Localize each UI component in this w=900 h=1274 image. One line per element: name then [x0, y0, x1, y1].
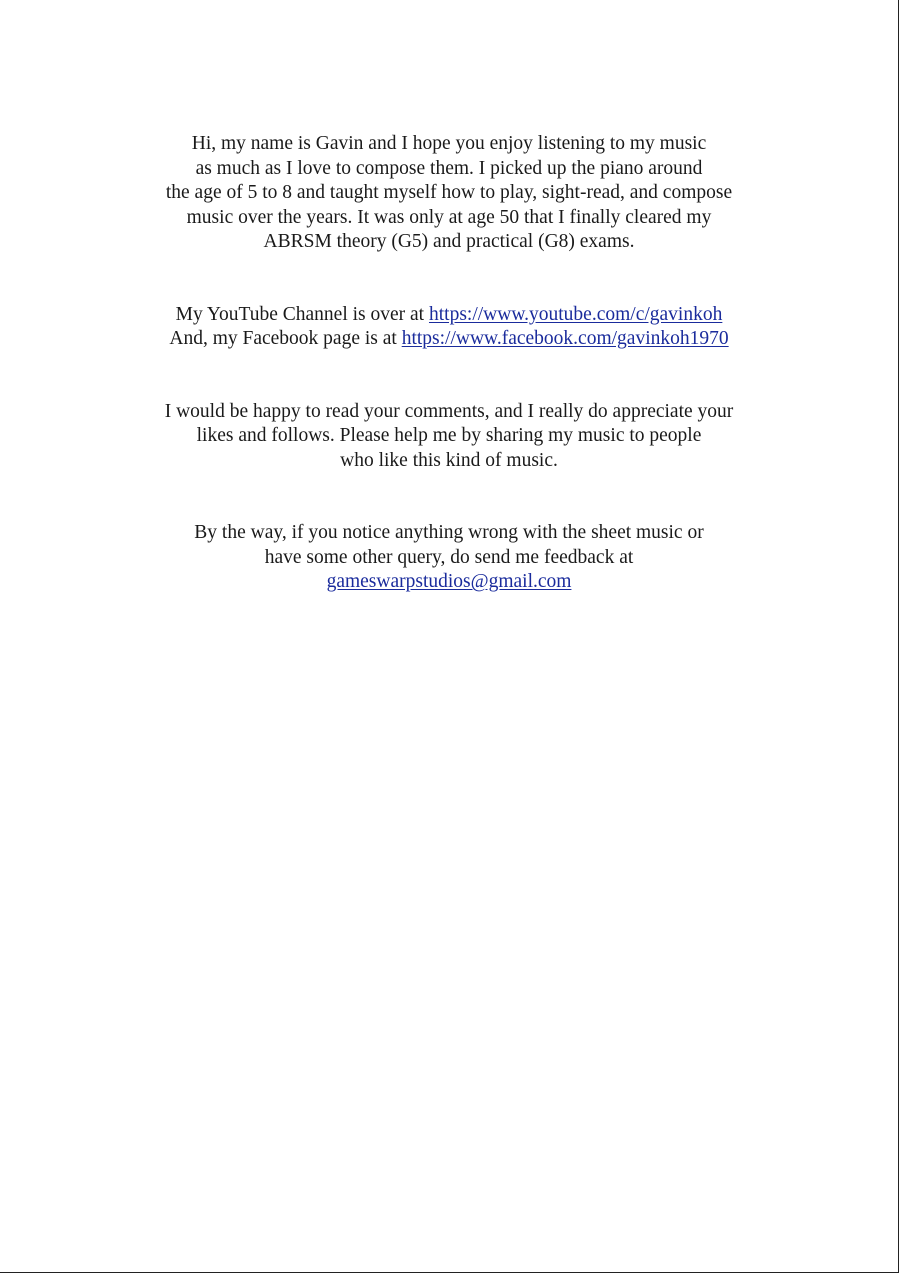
- youtube-line: [0, 303, 898, 328]
- intro-paragraph: [0, 132, 898, 255]
- paragraph-spacer: [0, 255, 898, 303]
- feedback-line: have some other query, do send me feedback at: [264, 546, 634, 568]
- youtube-prefix: My YouTube Channel is over at: [175, 303, 429, 325]
- appeal-line: likes and follows. Please help me by sharing my music to people: [196, 425, 702, 446]
- facebook-prefix: And, my Facebook page is at: [169, 328, 402, 349]
- youtube-link[interactable]: https://www.youtube.com/c/gavinkoh: [428, 303, 723, 325]
- appeal-paragraph: [0, 400, 898, 474]
- feedback-email-line: [0, 570, 898, 595]
- paragraph-spacer: [0, 352, 898, 400]
- page-content: [0, 132, 898, 595]
- appeal-line: I would be happy to read your comments, and I really do appreciate your: [164, 400, 734, 422]
- email-link[interactable]: gameswarpstudios@gmail.com: [326, 571, 572, 592]
- links-paragraph: [0, 303, 898, 352]
- intro-line: ABRSM theory (G5) and practical (G8) exams.: [263, 231, 635, 252]
- facebook-line: [0, 327, 898, 352]
- paragraph-spacer: [0, 473, 898, 521]
- intro-line: the age of 5 to 8 and taught myself how to play, sight-read, and compose: [165, 182, 733, 203]
- feedback-line: By the way, if you notice anything wrong with the sheet music or: [194, 522, 704, 543]
- intro-line: music over the years. It was only at age 50 that I finally cleared my: [186, 206, 712, 228]
- intro-line: as much as I love to compose them. I picked up the piano around: [195, 157, 703, 179]
- appeal-line: who like this kind of music.: [340, 449, 558, 471]
- intro-line: Hi, my name is Gavin and I hope you enjoy listening to my music: [191, 133, 707, 154]
- facebook-link[interactable]: https://www.facebook.com/gavinkoh1970: [401, 328, 729, 349]
- feedback-paragraph: [0, 521, 898, 595]
